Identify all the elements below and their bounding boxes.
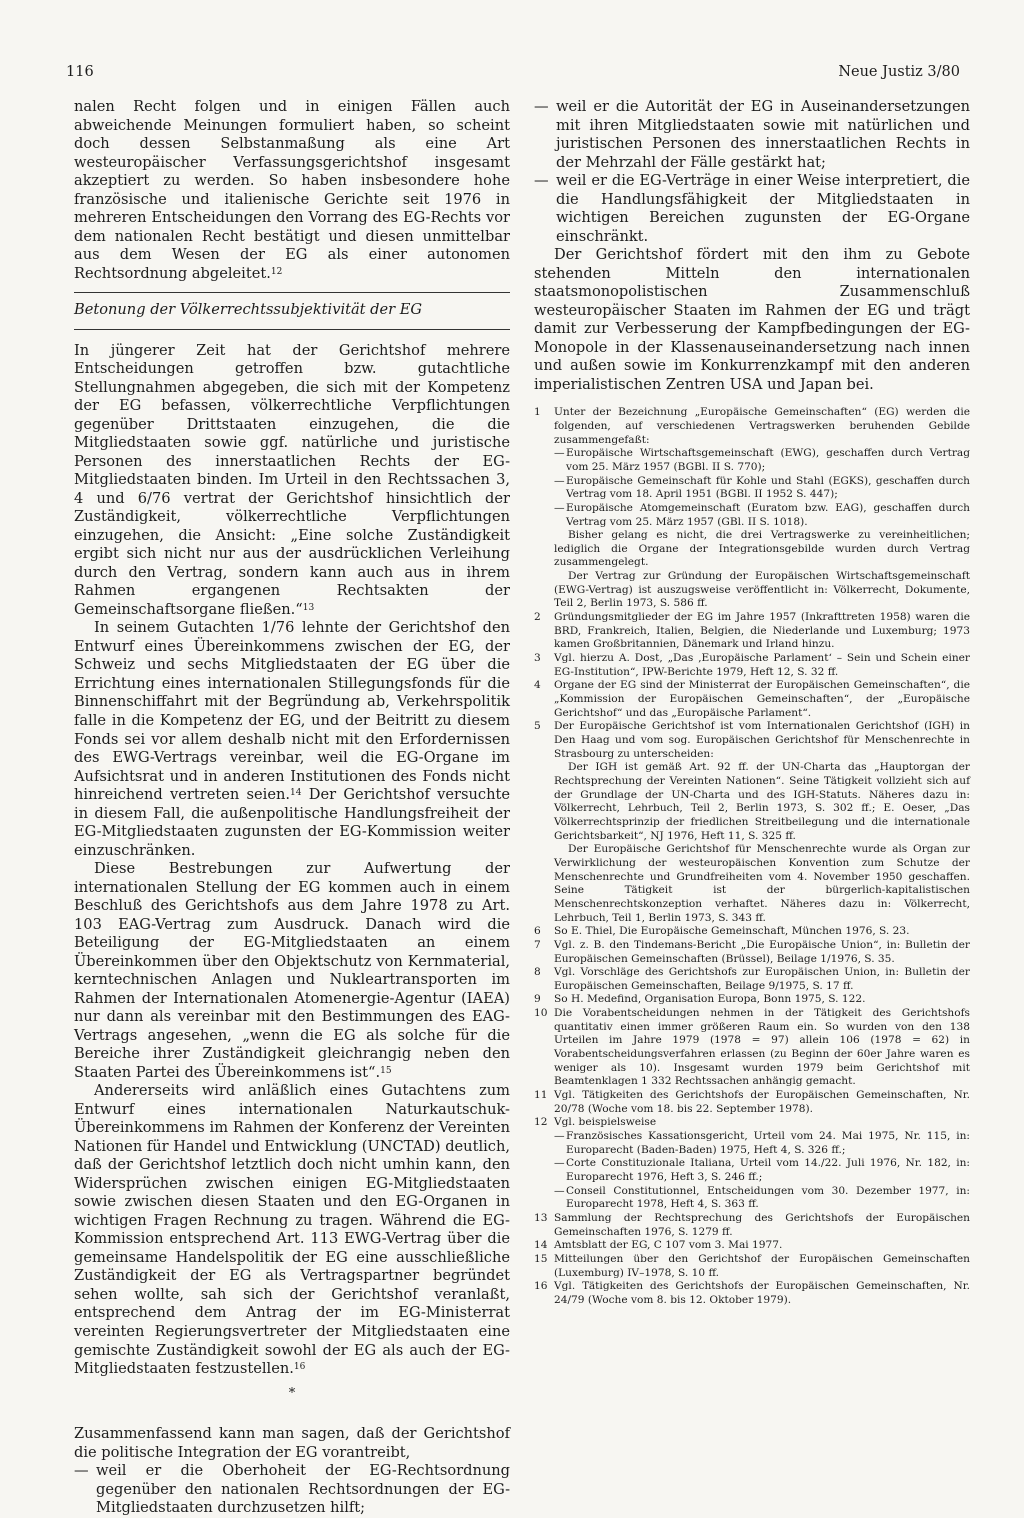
paragraph-5: Andererseits wird anläßlich eines Gutachtens zum Entwurf eines internationalen Naturkautschuk-Übereinkommens im Rahmen der Konferenz der Vereinten Nationen für Handel und Entwicklung (UNCTAD) deutlich, daß der Gerichtshof letztlich doch nicht umhin kann, den Widersprüchen zwischen einigen EG-Mitgliedstaaten sowie zwischen diesen Staaten und den EG-Organen in wichtigen Fragen Rechnung zu tragen. Während die EG-Kommission entsprechend Art. 113 EWG-Vertrag über die gemeinsame Handelspolitik der EG eine ausschließliche Zuständigkeit der EG als Vertragspartner begründet sehen wollte, sah sich der Gerichtshof veranlaßt, entsprechend dem Antrag der im EG-Ministerrat vereinten Regierungsvertreter der Mitgliedstaaten eine gemischte Zuständigkeit sowohl der EG als auch der EG-Mitgliedstaaten festzustellen.$^{16}$ bbox=[74, 1082, 510, 1378]
footnote-10: 10 Die Vorabentscheidungen nehmen in der Tätigkeit des Gerichtshofs quantitativ einen immer größeren Raum ein. So wurden von den 138 Urteilen im Jahre 1979 (1978 = 97) allein 106 (1978 = 62) in Vorabentscheidungsverfahren erlassen (zu Beginn der 60er Jahre waren es weniger als 10). Insgesamt wurden 1979 beim Gerichtshof mit Beamtenklagen 1 332 Rechtssachen anhängig gemacht. bbox=[534, 1007, 970, 1088]
footnote-ref-13: 13 bbox=[302, 602, 315, 613]
footnote-11: 11 Vgl. Tätigkeiten des Gerichtshofs der Europäischen Gemeinschaften, Nr. 20/78 (Woche vom 18. bis 22. September 1978). bbox=[534, 1089, 970, 1115]
section-rule-top bbox=[74, 292, 510, 293]
section-separator-star: * bbox=[288, 1385, 296, 1401]
dash-marker: — bbox=[74, 1462, 89, 1480]
footnote-5: 5 Der Europäische Gerichtshof ist vom Internationalen Gerichtshof (IGH) in Den Haag und vom sog. Europäischen Gerichtshof für Menschenrechte in Strasbourg zu unterscheiden: Der IGH ist gemäß Art. 92 ff. der UN-Charta das „Hauptorgan der Rechtsprechung der Vereinten Nationen“. Seine Tätigkeit vollzieht sich auf der Grundlage der UN-Charta und des IGH-Statuts. Näheres dazu in: Völkerrecht, Lehrbuch, Teil 2, Berlin 1973, S. 302 ff.; E. Oeser, „Das Völkerrechtsprinzip der friedlichen Streitbeilegung und die internationale Gerichtsbarkeit“, NJ 1976, Heft 11, S. 325 ff. Der Europäische Gerichtshof für Menschenrechte wurde als Organ zur Verwirklichung der westeuropäischen Konvention zum Schutze der Menschenrechte und Grundfreiheiten vom 4. November 1950 geschaffen. Seine Tätigkeit ist der bürgerlich-kapitalistischen Menschenrechtskonzeption verhaftet. Näheres dazu in: Völkerrecht, Lehrbuch, Teil 1, Berlin 1973, S. 343 ff. bbox=[534, 720, 970, 924]
paragraph-conclusion: Der Gerichtshof fördert mit den ihm zu Gebote stehenden Mitteln den internationalen staatsmonopolistischen Zusammenschluß westeuropäischer Staaten im Rahmen der EG und trägt damit zur Verbesserung der Kampfbedingungen der EG-Monopole in der Klassenauseinandersetzung nach innen und außen sowie im Konkurrenzkampf mit den anderen imperialistischen Zentren USA und Japan bei. bbox=[534, 246, 970, 393]
bullet-item-1: — weil er die Oberhoheit der EG-Rechtsordnung gegenüber den nationalen Rechtsordnungen der EG-Mitgliedstaaten durchzusetzen hilft; bbox=[74, 1462, 510, 1517]
section-heading: Betonung der Völkerrechtssubjektivität der EG bbox=[74, 301, 423, 319]
paragraph-1: nalen Recht folgen und in einigen Fällen auch abweichende Meinungen formuliert haben, so scheint doch dessen Selbstanmaßung als eine Art westeuropäischer Verfassungsgerichtshof insgesamt akzeptiert zu werden. So haben insbesondere hohe französische und italienische Gerichte seit 1976 in mehreren Entscheidungen den Vorrang des EG-Rechts vor dem nationalen Recht bestätigt und diesen unmittelbar aus dem Wesen der EG als einer autonomen Rechtsordnung abgeleitet.$^{12}$ bbox=[74, 98, 510, 282]
footnote-ref-14: 14 bbox=[290, 788, 302, 799]
footnote-8: 8 Vgl. Vorschläge des Gerichtshofs zur Europäischen Union, in: Bulletin der Europäischen Gemeinschaften, Beilage 9/1975, S. 17 ff. bbox=[534, 966, 970, 992]
page-header bbox=[66, 64, 960, 88]
footnote-6: 6 So E. Thiel, Die Europäische Gemeinschaft, München 1976, S. 23. bbox=[534, 925, 910, 938]
page-number: 116 bbox=[66, 64, 94, 80]
dash-marker: — bbox=[534, 98, 549, 115]
footnote-14: 14 Amtsblatt der EG, C 107 vom 3. Mai 1977. bbox=[534, 1239, 783, 1252]
bullet-item-2: — weil er die Autorität der EG in Auseinandersetzungen mit ihren Mitgliedstaaten sowie mit natürlichen und juristischen Personen des innerstaatlichen Rechts in der Mehrzahl der Fälle gestärkt hat; bbox=[534, 98, 970, 171]
paragraph-3: In seinem Gutachten 1/76 lehnte der Gerichtshof den Entwurf eines Übereinkommens zwischen der EG, der Schweiz und sechs Mitgliedstaaten der EG über die Errichtung eines internationalen Stillegungsfonds für die Binnenschiffahrt mit der Begründung ab, Verkehrspolitik falle in die Kompetenz der EG, und der Beitritt zu diesem Fonds sei vor allem deshalb nicht mit den Erfordernissen des EWG-Vertrags vereinbar, weil die EG-Organe im Aufsichtsrat und in anderen Institutionen des Fonds nicht hinreichend vertreten seien.$^{14}$ Der Gerichtshof versuchte in diesem Fall, die außenpolitische Handlungsfreiheit der EG-Mitgliedstaaten zugunsten der EG-Kommission weiter einzuschränken. bbox=[74, 619, 510, 859]
paragraph-summary: Zusammenfassend kann man sagen, daß der Gerichtshof die politische Integration der EG vorantreibt, bbox=[74, 1425, 510, 1461]
footnote-ref-12: 12 bbox=[270, 266, 283, 277]
footnote-1: 1 Unter der Bezeichnung „Europäische Gemeinschaften“ (EG) werden die folgenden, auf verschiedenen Vertragswerken beruhenden Gebilde zusammengefaßt: — Europäische Wirtschaftsgemeinschaft (EWG), geschaffen durch Vertrag vom 25. März 1957 (BGBl. II S. 770); — Europäische Gemeinschaft für Kohle und Stahl (EGKS), geschaffen durch Vertrag vom 18. April 1951 (BGBl. II 1952 S. 447); — Europäische Atomgemeinschaft (Euratom bzw. EAG), geschaffen durch Vertrag vom 25. März 1957 (GBl. II S. 1018). Bisher gelang es nicht, die drei Vertragswerke zu vereinheitlichen; lediglich die Organe der Integrationsgebilde wurden durch Vertrag zusammengelegt. Der Vertrag zur Gründung der Europäischen Wirtschaftsgemeinschaft (EWG-Vertrag) ist auszugsweise veröffentlicht in: Völkerrecht, Dokumente, Teil 2, Berlin 1973, S. 586 ff. bbox=[534, 406, 970, 610]
paragraph-4: Diese Bestrebungen zur Aufwertung der internationalen Stellung der EG kommen auch in einem Beschluß des Gerichtshofs aus dem Jahre 1978 zu Art. 103 EAG-Vertrag zum Ausdruck. Danach wird die Beteiligung der EG-Mitgliedstaaten an einem Übereinkommen über den Objektschutz von Kernmaterial, kerntechnischen Anlagen und Nukleartransporten im Rahmen der Internationalen Atomenergie-Agentur (IAEA) nur dann als vereinbar mit den Bestimmungen des EAG-Vertrags angesehen, „wenn die EG als solche für die Bereiche ihrer Zuständigkeit gleichrangig neben den Staaten Partei des Übereinkommens ist“.$^{15}$ bbox=[74, 860, 510, 1081]
footnote-15: 15 Mitteilungen über den Gerichtshof der Europäischen Gemeinschaften (Luxemburg) IV–1978, S. 10 ff. bbox=[534, 1252, 970, 1279]
dash-marker: — bbox=[534, 172, 549, 190]
right-column bbox=[534, 98, 970, 1308]
footnote-12: 12 Vgl. beispielsweise — Französisches Kassationsgericht, Urteil vom 24. Mai 1975, Nr. 115, in: Europarecht (Baden-Baden) 1975, Heft 4, S. 326 ff.; — Corte Constituzionale Italiana, Urteil vom 14./22. Juli 1976, Nr. 182, in: Europarecht 1976, Heft 3, S. 246 ff.; — Conseil Constitutionnel, Entscheidungen vom 30. Dezember 1977, in: Europarecht 1978, Heft 4, S. 363 ff. bbox=[534, 1116, 970, 1211]
footnote-9: 9 So H. Medefind, Organisation Europa, Bonn 1975, S. 122. bbox=[534, 993, 866, 1006]
paragraph-2: In jüngerer Zeit hat der Gerichtshof mehrere Entscheidungen getroffen bzw. gutachtliche Stellungnahmen abgegeben, die sich mit der Kompetenz der EG befassen, völkerrechtliche Verpflichtungen gegenüber Drittstaaten einzugehen, die die Mitgliedstaaten sowie ggf. natürliche und juristische Personen des innerstaatlichen Rechts der EG-Mitgliedstaaten binden. Im Urteil in den Rechtssachen 3, 4 und 6/76 vertrat der Gerichtshof hinsichtlich der Zuständigkeit, völkerrechtliche Verpflichtungen einzugehen, die Ansicht: „Eine solche Zuständigkeit ergibt sich nicht nur aus der ausdrücklichen Verleihung durch den Vertrag, sondern kann auch aus in ihrem Rahmen ergangenen Rechtsakten der Gemeinschaftsorgane fließen.“$^{13}$ bbox=[74, 341, 510, 618]
footnote-ref-16: 16 bbox=[293, 1362, 306, 1373]
footnote-16: 16 Vgl. Tätigkeiten des Gerichtshofs der Europäischen Gemeinschaften, Nr. 24/79 (Woche vom 8. bis 12. Oktober 1979). bbox=[534, 1280, 970, 1306]
bullet-item-3: — weil er die EG-Verträge in einer Weise interpretiert, die die Handlungsfähigkeit der Mitgliedstaaten in wichtigen Bereichen zugunsten der EG-Organe einschränkt. bbox=[534, 172, 970, 245]
left-column bbox=[74, 98, 510, 1518]
footnote-7: 7 Vgl. z. B. den Tindemans-Bericht „Die Europäische Union“, in: Bulletin der Europäischen Gemeinschaften (Brüssel), Beilage 1/1976, S. 35. bbox=[534, 938, 970, 965]
footnote-3: 3 Vgl. hierzu A. Dost, „Das ‚Europäische Parlament‘ – Sein und Schein einer EG-Institution“, IPW-Berichte 1979, Heft 12, S. 32 ff. bbox=[534, 652, 970, 678]
journal-issue: Neue Justiz 3/80 bbox=[838, 64, 960, 80]
footnote-4: 4 Organe der EG sind der Ministerrat der Europäischen Gemeinschaften“, die „Kommission der Europäischen Gemeinschaften“, der „Europäische Gerichtshof“ und das „Europäische Parlament“. bbox=[534, 679, 970, 719]
footnote-13: 13 Sammlung der Rechtsprechung des Gerichtshofs der Europäischen Gemeinschaften 1976, S. 1279 ff. bbox=[534, 1211, 970, 1238]
footnotes bbox=[534, 406, 970, 1307]
footnote-2: 2 Gründungsmitglieder der EG im Jahre 1957 (Inkrafttreten 1958) waren die BRD, Frankreich, Italien, Belgien, die Niederlande und Luxemburg; 1973 kamen Großbritannien, Dänemark und Irland hinzu. bbox=[534, 611, 970, 651]
footnote-ref-15: 15 bbox=[380, 1065, 392, 1076]
